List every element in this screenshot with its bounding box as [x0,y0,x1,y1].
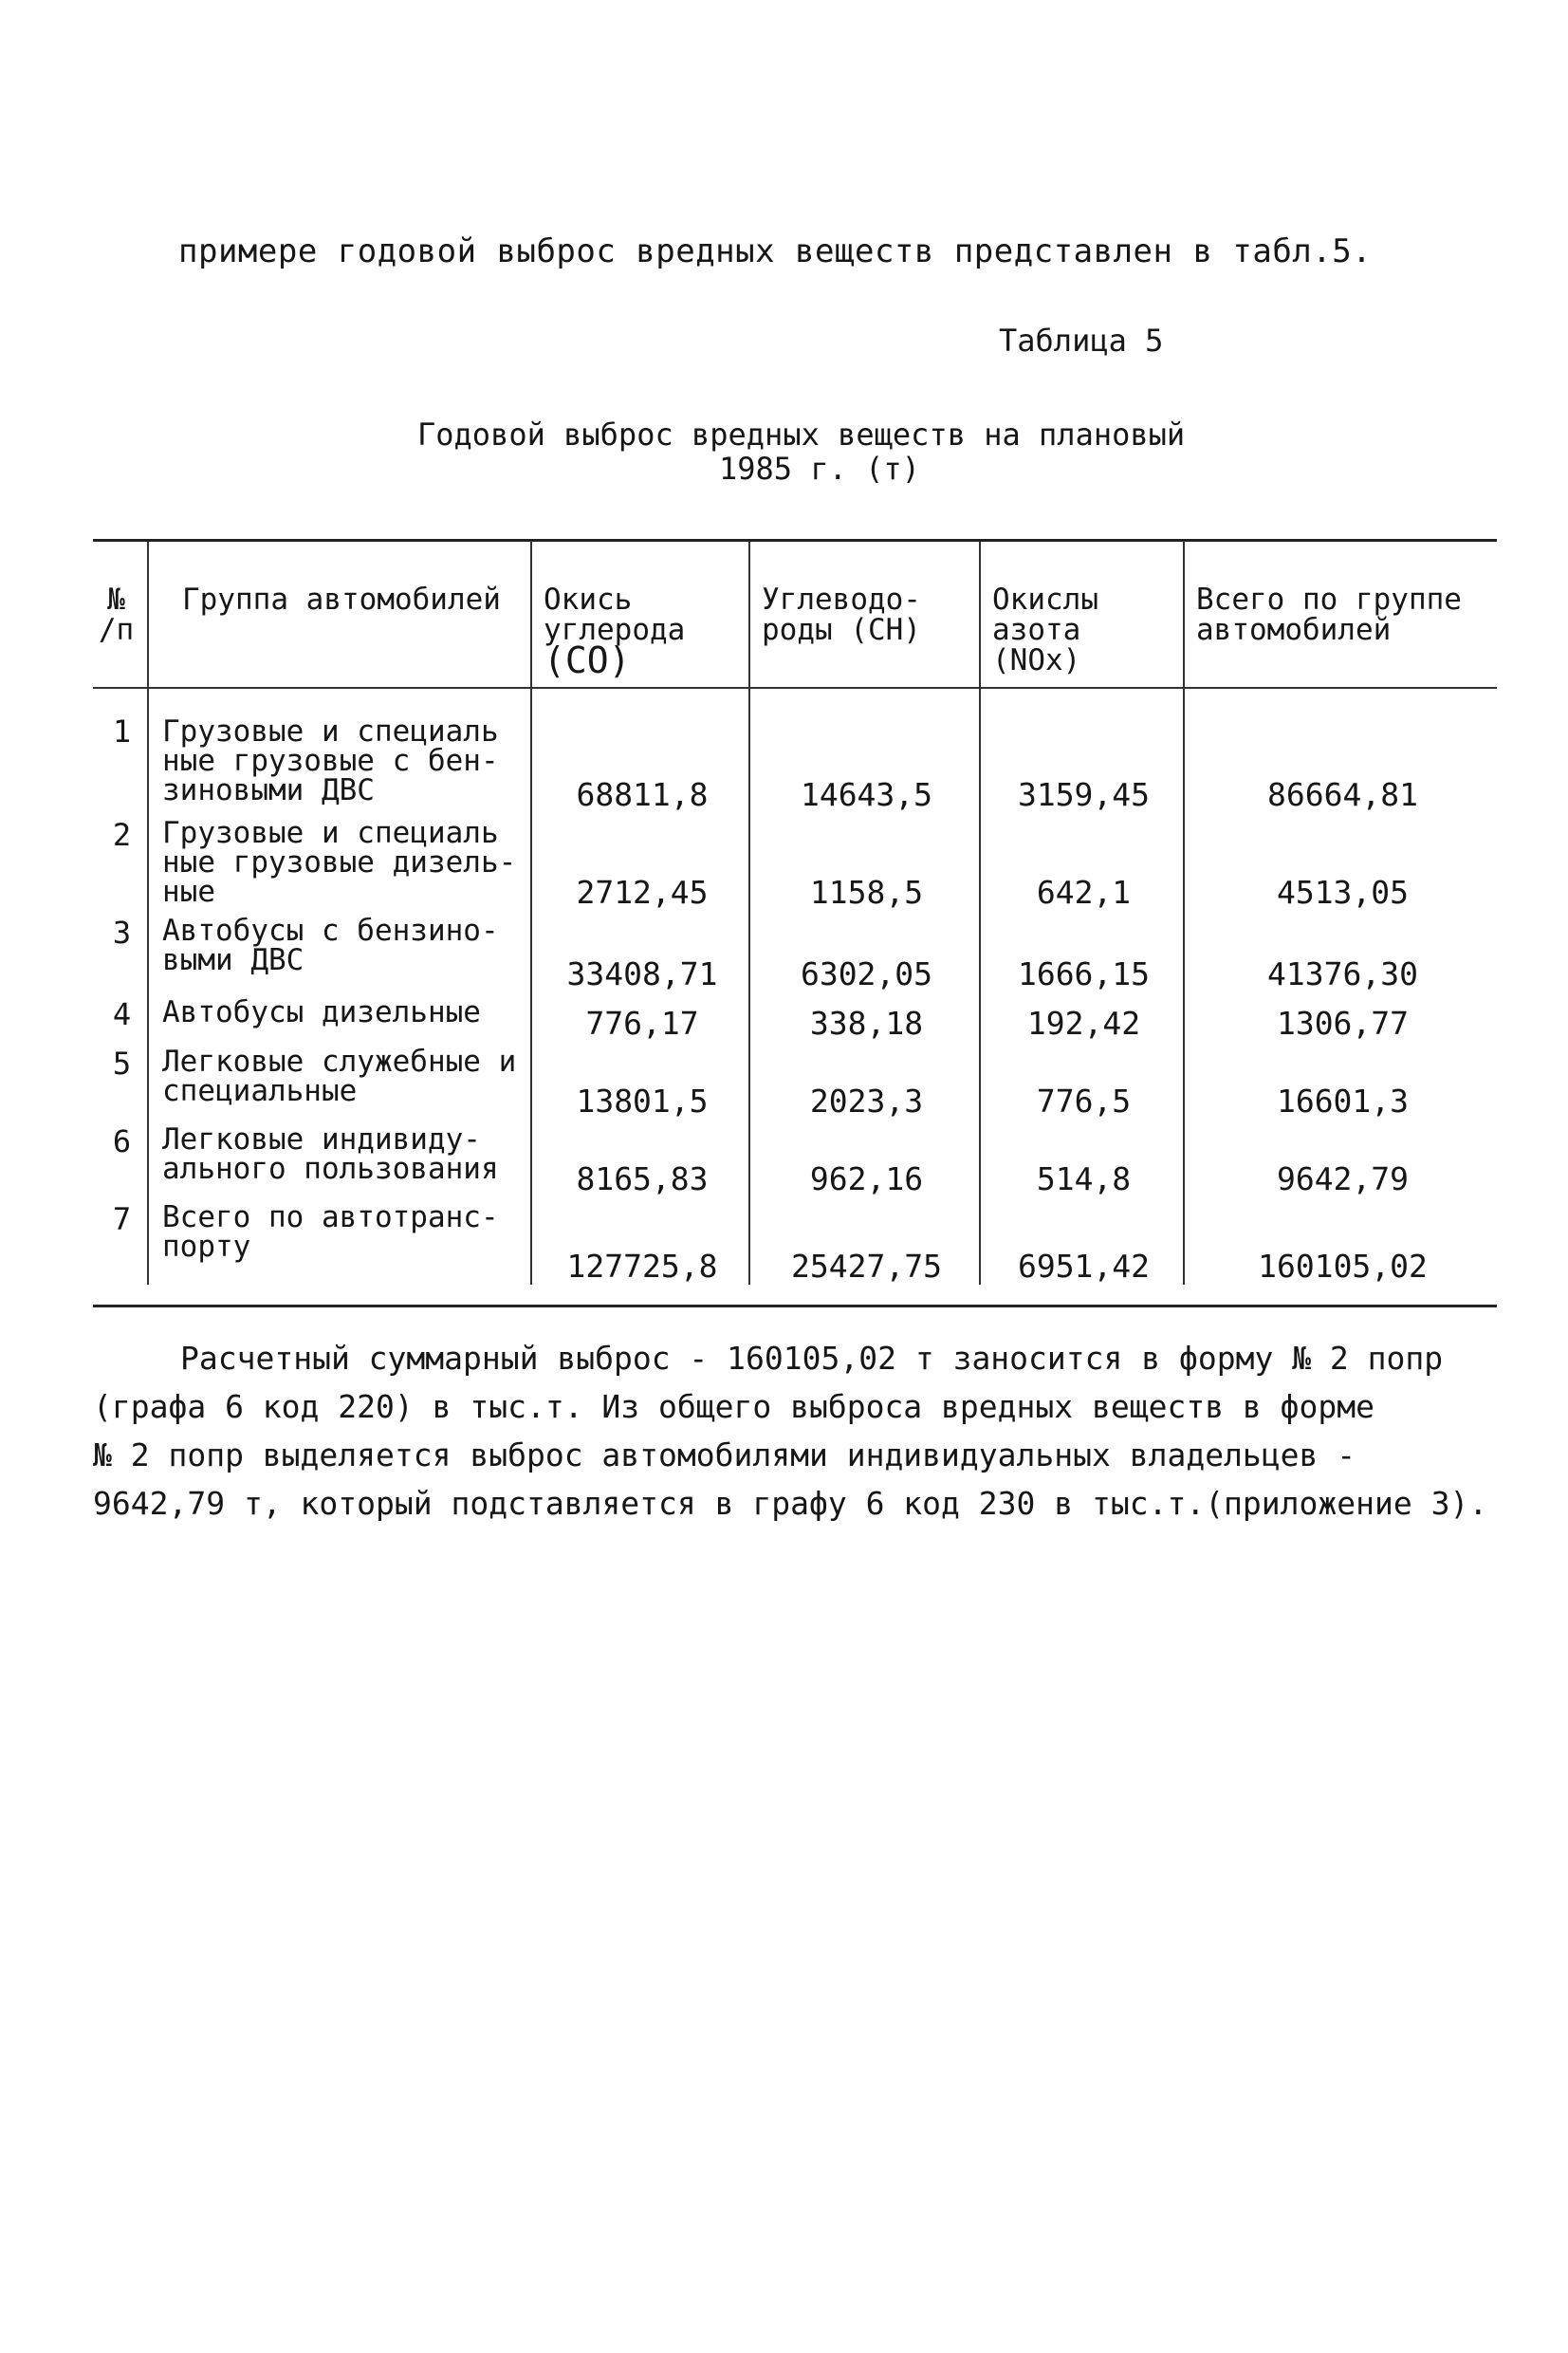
row-name: Легковые индивиду-ального пользования [148,1120,531,1197]
header-ch: Углеводо-роды (CH) [749,539,980,688]
row-total: 41376,30 [1184,911,1497,992]
header-group: Группа автомобилей [148,539,531,688]
table-row [93,1197,1497,1285]
row-co: 33408,71 [531,911,749,992]
paragraph-line: № 2 попр выделяется выброс автомобилями индивидуальных владельцев - [93,1436,1356,1473]
row-co: 8165,83 [531,1120,749,1197]
paragraph-line: Расчетный суммарный выброс - 160105,02 т заносится в форму № 2 попр [180,1340,1444,1377]
table-label: Таблица 5 [999,323,1164,359]
row-ch: 6302,05 [749,911,980,992]
header-nox-formula: (NOx) [992,643,1081,677]
row-total: 16601,3 [1184,1042,1497,1120]
row-num: 1 [112,713,132,750]
row-ch: 2023,3 [749,1042,980,1120]
row-total: 1306,77 [1184,992,1497,1042]
row-num: 4 [112,996,132,1032]
row-total: 86664,81 [1184,688,1497,813]
row-ch: 25427,75 [749,1197,980,1285]
table-row [93,688,1497,813]
table-row [93,1120,1497,1197]
row-name: Всего по автотранс-порту [148,1197,531,1285]
row-co: 2712,45 [531,813,749,911]
row-nox: 192,42 [980,992,1184,1042]
row-co: 776,17 [531,992,749,1042]
emissions-table [93,539,1497,1307]
row-ch: 962,16 [749,1120,980,1197]
row-num: 6 [112,1123,132,1159]
row-num: 5 [112,1046,132,1082]
row-ch: 1158,5 [749,813,980,911]
row-co: 68811,8 [531,688,749,813]
header-num: № /п [93,539,148,688]
header-co-formula: (CO) [544,639,631,681]
row-num: 7 [112,1201,132,1237]
row-num: 2 [112,817,132,853]
body-paragraph [93,1334,1516,1528]
header-nox [980,539,1184,688]
row-total: 4513,05 [1184,813,1497,911]
row-nox: 642,1 [980,813,1184,911]
table-row [93,1042,1497,1120]
row-name: Грузовые и специаль ные грузовые дизель-ные [148,813,531,911]
header-total: Всего по группе автомобилей [1184,539,1497,688]
row-name: Грузовые и специаль ные грузовые с бен-зиновыми ДВС [148,688,531,813]
row-total: 9642,79 [1184,1120,1497,1197]
row-nox: 1666,15 [980,911,1184,992]
table-top-rule [93,539,1497,542]
row-nox: 3159,45 [980,688,1184,813]
table-header-row [93,539,1497,688]
paragraph-line: 9642,79 т, который подставляется в графу 6 код 230 в тыс.т.(приложение 3). [93,1485,1488,1522]
table-title [417,417,1271,486]
row-ch: 338,18 [749,992,980,1042]
table-title-line1: Годовой выброс вредных веществ на плановый [417,417,1186,453]
table-title-line2: 1985 г. (т) [719,451,920,487]
row-name: Автобусы с бензино-выми ДВС [148,911,531,992]
intro-line: примере годовой выброс вредных веществ представлен в табл.5. [178,232,1373,270]
row-nox: 514,8 [980,1120,1184,1197]
row-co: 127725,8 [531,1197,749,1285]
row-name: Легковые служебные и специальные [148,1042,531,1120]
header-co-label: Окись углерода [544,583,686,647]
table-row [93,813,1497,911]
table-row [93,911,1497,992]
row-total: 160105,02 [1184,1197,1497,1285]
row-num: 3 [112,915,132,951]
row-nox: 6951,42 [980,1197,1184,1285]
row-name: Автобусы дизельные [148,992,531,1042]
table-bottom-rule [93,1305,1497,1307]
header-nox-label: Окислы азота [992,583,1098,647]
header-co [531,539,749,688]
table-row [93,992,1497,1042]
row-nox: 776,5 [980,1042,1184,1120]
row-co: 13801,5 [531,1042,749,1120]
paragraph-line: (графа 6 код 220) в тыс.т. Из общего выброса вредных веществ в форме [93,1388,1375,1425]
row-ch: 14643,5 [749,688,980,813]
